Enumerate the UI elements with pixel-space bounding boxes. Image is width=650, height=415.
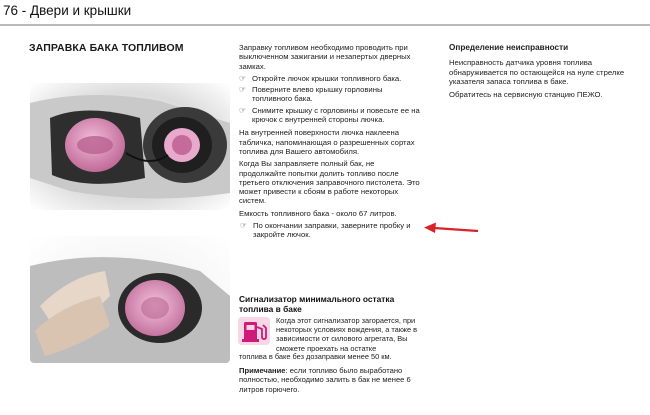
- step-text: По окончании заправки, заверните пробку и закройте лючок.: [253, 221, 411, 240]
- label-paragraph: На внутренней поверхности лючка наклеена табличка, напоминающая о разрешенных сортах топлива для Вашего автомобиля.: [239, 128, 415, 156]
- note-text: : если топливо было выработано полностью, необходимо залить в бак не менее 6 литров горючего.: [239, 366, 411, 394]
- pointing-hand-icon: ☞: [239, 85, 247, 95]
- red-arrow-icon: [424, 222, 479, 238]
- full-tank-paragraph: Когда Вы заправляете полный бак, не продолжайте попытки долить топливо после третьего отключения заправочного пистолета. Это может привести к сбоям в работе некоторых систем.: [239, 159, 420, 206]
- page-header: 76 - Двери и крышки: [3, 3, 132, 18]
- low-fuel-title: Сигнализатор минимального остатка топлива в баке: [239, 294, 395, 314]
- low-fuel-text: Когда этот сигнализатор загорается, при некоторых условиях вождения, а также в зависимости от силового агрегата, Вы сможете проехать на остатке: [276, 316, 418, 353]
- note-label: Примечание: [239, 366, 286, 375]
- intro-text: Заправку топливом необходимо проводить при выключенном зажигании и незапертых дверных замках.: [239, 43, 411, 71]
- pointing-hand-icon: ☞: [239, 73, 247, 83]
- fault-section: [449, 43, 639, 103]
- fault-heading: Определение неисправности: [449, 43, 569, 52]
- fuel-note: [239, 366, 429, 394]
- fault-action: Обратитесь на сервисную станцию ПЕЖО.: [449, 90, 603, 100]
- step-text: Поверните влево крышку горловины топливного бака.: [252, 85, 383, 104]
- step-item: [239, 106, 423, 125]
- step-item: [239, 85, 423, 104]
- step-text: Снимите крышку с горловины и повесьте ее на крючок с внутренней стороны лючка.: [252, 105, 420, 125]
- low-fuel-text-tail: топлива в баке без дозаправки менее 50 км.: [239, 352, 392, 361]
- tank-capacity: Емкость топливного бака - около 67 литров.: [239, 208, 397, 218]
- step-item: [239, 74, 423, 83]
- header-divider: [0, 24, 650, 26]
- fuel-pump-icon: [238, 317, 270, 345]
- section-title: ЗАПРАВКА БАКА ТОПЛИВОМ: [29, 42, 184, 54]
- fault-text: Неисправность датчика уровня топлива обнаруживается по остающейся на нуле стрелке указателя запаса топлива в баке.: [449, 58, 625, 86]
- pointing-hand-icon: ☞: [239, 105, 247, 115]
- step-item: [240, 221, 423, 240]
- fuel-cap-photo: [30, 236, 230, 363]
- step-text: Откройте лючок крышки топливного бака.: [252, 73, 402, 83]
- fuel-flap-photo: [30, 83, 230, 210]
- refuel-instructions: [239, 43, 423, 242]
- pointing-hand-icon: ☞: [240, 221, 248, 231]
